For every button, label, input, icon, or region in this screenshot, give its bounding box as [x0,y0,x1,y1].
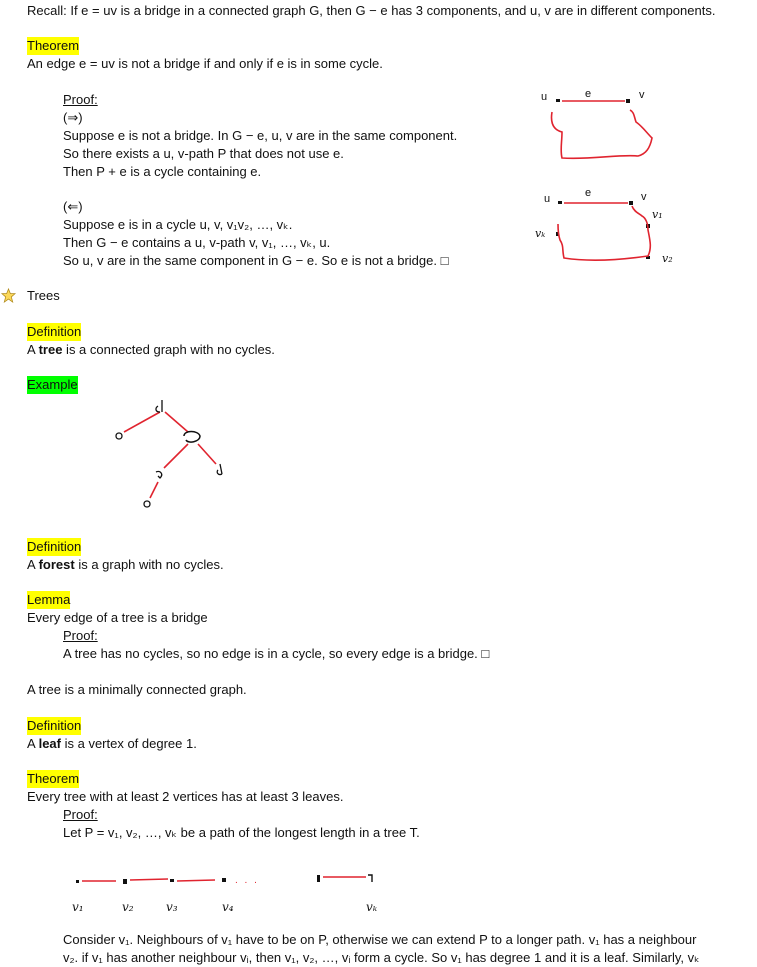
definition-label: Definition [27,718,82,733]
lemma-label: Lemma [27,592,71,607]
proof-label: Proof: [63,628,98,643]
backward-direction: (⇐) [63,199,83,214]
cycle-sketch-1 [530,82,670,172]
path-label-v3: v₃ [166,900,178,914]
path-label-v1: v₁ [72,900,84,914]
tree-edge [150,482,158,498]
proof-backward-line-2: Then G − e contains a u, v-path v, v₁, …, vₖ, u. [63,235,331,250]
proof-line-2: Consider v₁. Neighbours of v₁ have to be on P, otherwise we can extend P to a longer path. v₁ has a neighbour [63,932,697,947]
tree-edge [124,412,160,432]
path-edge [177,880,215,881]
path-edge [130,879,168,880]
path-label-v2: v₂ [122,900,134,914]
vertex-label-v: v [641,191,647,203]
theorem-label: Theorem [27,771,80,786]
proof-backward-line-3: So u, v are in the same component in G − e. So e is not a bridge. □ [63,253,449,268]
vertex-label-v: v [639,89,645,101]
path-p [551,110,652,158]
vertex-v [626,99,630,103]
vertex-u [556,99,560,102]
proof-label: Proof: [63,92,98,107]
proof-forward-line-1: Suppose e is not a bridge. In G − e, u, v are in the same component. [63,128,458,143]
theorem-statement: An edge e = uv is not a bridge if and only if e is in some cycle. [27,56,383,71]
minimally-connected-remark: A tree is a minimally connected graph. [27,682,247,697]
recall-line: Recall: If e = uv is a bridge in a connected graph G, then G − e has 3 components, and u, v are in different components. [27,3,716,18]
term-leaf: leaf [38,736,61,751]
cycle-sketch-2 [530,184,680,274]
section-heading-trees: Trees [27,288,60,303]
tree-edge [164,444,188,468]
tree-vertex [116,433,122,439]
tree-vertex [156,471,162,478]
tree-edge [165,412,188,432]
proof-label: Proof: [63,807,98,822]
definition-label: Definition [27,324,82,339]
proof-backward-line-1: Suppose e is in a cycle u, v, v₁v₂, …, vₖ. [63,217,293,232]
proof-forward-line-2: So there exists a u, v-path P that does not use e. [63,146,344,161]
path-label-v4: v₄ [222,900,234,914]
vertex-v [629,201,633,205]
path-vertex [368,875,372,882]
proof-line-1: Let P = v₁, v₂, …, vₖ be a path of the longest length in a tree T. [63,825,420,840]
path-label-vk: vₖ [366,900,378,914]
path-vertex [222,878,226,882]
longest-path-sketch [60,864,400,916]
tree-example-sketch [108,396,238,516]
lemma-statement: Every edge of a tree is a bridge [27,610,208,625]
edge-label-e: e [585,88,592,100]
proof-forward-line-3: Then P + e is a cycle containing e. [63,164,262,179]
path-vertex [123,879,127,884]
theorem-label: Theorem [27,38,80,53]
path-vertex [170,879,174,882]
forward-direction: (⇒) [63,110,83,125]
path-vertex [317,875,320,882]
edge-label-e: e [585,187,592,199]
tree-vertex [144,501,150,507]
definition-label: Definition [27,539,82,554]
theorem-statement: Every tree with at least 2 vertices has at least 3 leaves. [27,789,344,804]
star-icon [1,288,16,303]
vertex-label-v1: v₁ [652,208,663,221]
lemma-proof: A tree has no cycles, so no edge is in a cycle, so every edge is a bridge. □ [63,646,490,661]
path-ellipsis: . . . [235,875,259,886]
example-label: Example [27,377,78,392]
tree-vertex [184,432,200,443]
tree-edge [198,444,216,464]
vertex-label-v2: v₂ [662,252,673,265]
term-forest: forest [38,557,75,572]
term-tree: tree [38,342,63,357]
vertex-label-vk: vₖ [535,227,546,240]
path-vertex [76,880,79,883]
definition-tree: A tree is a connected graph with no cycles. [27,342,275,357]
cycle-path [558,206,650,260]
definition-forest: A forest is a graph with no cycles. [27,557,224,572]
proof-line-3: v₂. if v₁ has another neighbour vᵢ, then v₁, v₂, …, vᵢ form a cycle. So v₁ has degree 1 and it is a leaf. Similarly, vₖ [63,950,700,965]
vertex-label-u: u [541,91,548,103]
vertex-u [558,201,562,204]
vertex-label-u: u [544,193,551,205]
definition-leaf: A leaf is a vertex of degree 1. [27,736,197,751]
tree-vertex [156,400,162,412]
tree-vertex [217,464,222,475]
